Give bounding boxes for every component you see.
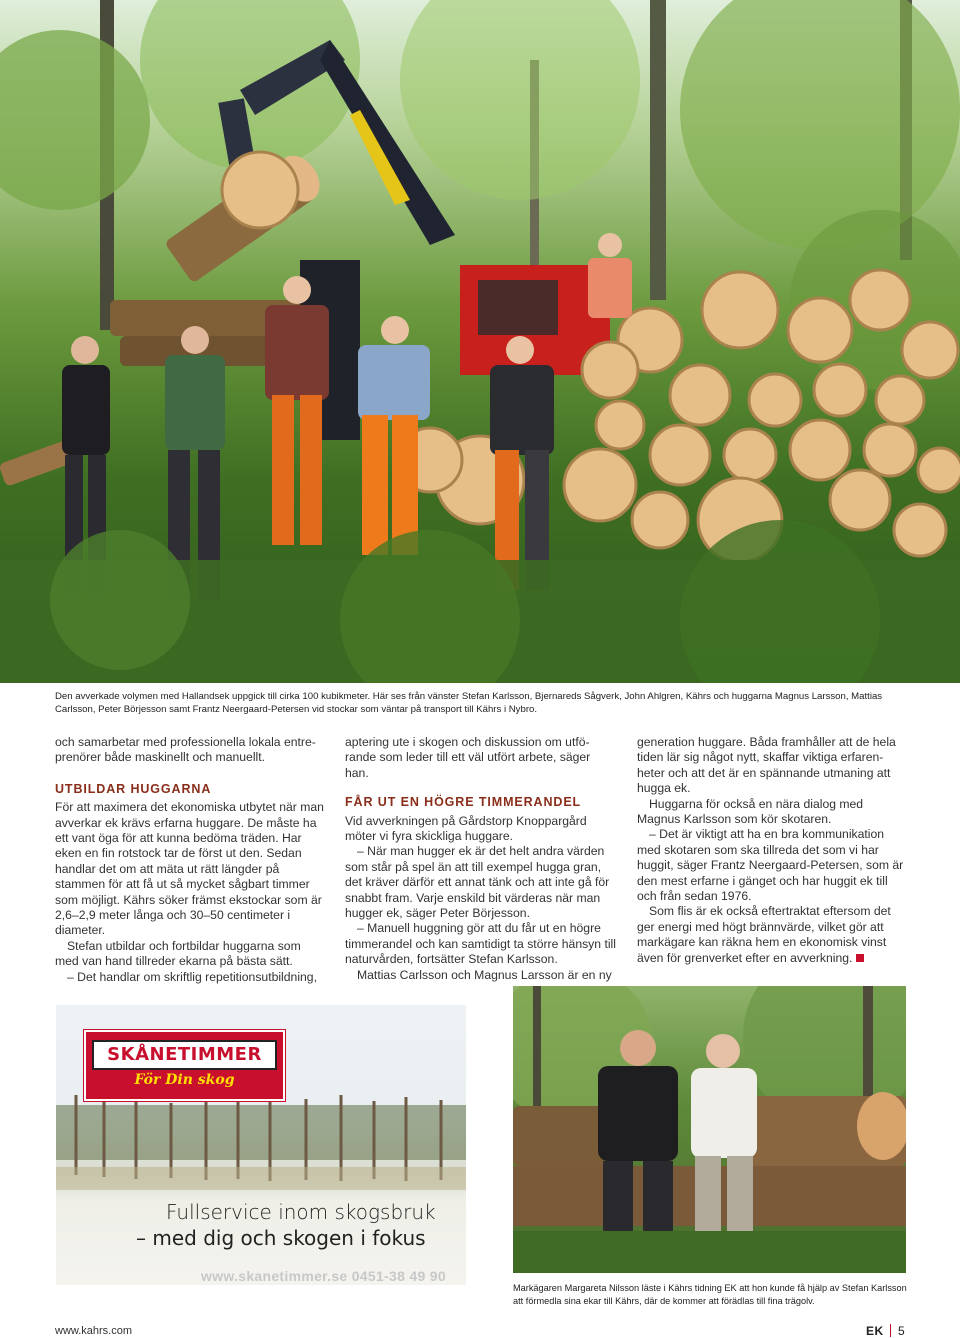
paragraph: Stefan utbildar och fortbildar huggarna som med van hand tillreder ekarna på bästa sätt. <box>55 938 301 969</box>
paragraph: och samarbetar med professionella lokala entre-prenörer både maskinellt och manuellt. <box>55 735 316 765</box>
paragraph: – Det är viktigt att ha en bra kommunikation med skotaren som ska tillreda det som vi har huggit, säger Frantz Neergaard-Petersen, som är den mest erfarne i gänget och har huggit ek till och från sedan 1976. <box>637 827 904 904</box>
section-heading: UTBILDAR HUGGARNA <box>55 781 212 796</box>
logo-brand-text: SKÅNETIMMER <box>92 1040 277 1070</box>
paragraph: Vid avverkningen på Gårdstorp Knoppargård möter vi fyra skickliga huggare. <box>345 813 587 844</box>
article-column-2 <box>345 735 617 983</box>
paragraph: Mattias Carlsson och Magnus Larsson är en ny <box>357 967 612 982</box>
page-number: 5 <box>898 1324 905 1338</box>
paragraph: – När man hugger ek är det helt andra värden som står på spel än att till exempel hugga gran, det kräver därför ett annat tänk och att inte gå för snabbt fram. Varje enskild bit värderas när man hugger ek, säger Peter Börjesson. <box>345 844 610 921</box>
skanetimmer-logo <box>84 1030 285 1101</box>
landowner-photo <box>513 986 906 1273</box>
footer-magazine-name: EK <box>866 1324 884 1338</box>
article-column-3 <box>637 735 909 966</box>
article-column-1 <box>55 735 327 985</box>
ad-contact-link[interactable]: www.skanetimmer.se 0451-38 49 90 <box>201 1268 446 1284</box>
hero-caption: Den avverkade volymen med Hallandsek uppgick till cirka 100 kubikmeter. Här ses från vänster Stefan Karlsson, Bjernareds Sågverk, John Ahlgren, Kährs och huggarna Magnus Larsson, Mattias Carlsson, Peter Börjesson samt Frantz Neergaard-Petersen vid stockar som väntar på transport till Kährs i Nybro. <box>55 691 883 715</box>
ad-slogan-line-2: – med dig och skogen i fokus <box>136 1226 426 1250</box>
paragraph: aptering ute i skogen och diskussion om utfö-rande som leder till ett väl utfört arbete, säger han. <box>345 735 591 780</box>
paragraph: Huggarna för också en nära dialog med Magnus Karlsson som kör skotaren. <box>637 796 864 827</box>
end-mark-icon <box>856 954 864 962</box>
landowner-photo-illustration <box>513 986 906 1273</box>
paragraph: generation huggare. Båda framhåller att de hela tiden lär sig något nytt, skaffar viktiga erfaren-heter och att det är en spännande utmaning att hugga ek. <box>637 735 896 796</box>
footer-divider <box>890 1324 891 1337</box>
ad-slogan-line-1: Fullservice inom skogsbruk <box>166 1200 436 1224</box>
section-heading: FÅR UT EN HÖGRE TIMMERANDEL <box>345 795 582 810</box>
forest-illustration <box>56 1095 466 1190</box>
logo-tagline: För Din skog <box>134 1072 235 1088</box>
paragraph: Som flis är ek också eftertraktat eftersom det ger energi med högt brännvärde, vilket gör att markägare kan räkna hem en ekonomisk vinst även för grenverket efter en avverkning. <box>637 904 891 965</box>
advertisement[interactable] <box>56 1005 466 1285</box>
footer-website-link[interactable]: www.kahrs.com <box>55 1325 133 1337</box>
paragraph: – Manuell huggning gör att du får ut en högre timmerandel och kan samtidigt ta större hänsyn till naturvården, fortsätter Stefan Karlsson. <box>345 921 616 967</box>
paragraph: – Det handlar om skriftlig repetitionsutbildning, <box>67 969 317 984</box>
paragraph: För att maximera det ekonomiska utbytet när man avverkar ek krävs erfarna huggare. De måste ha ett vant öga för att kunna bedöma träden. Har eken en fin rotstock tar de först ut den. Sedan handlar det om att mäta ut rätt längder på stammen för att få ut så mycket sågbart timmer som möjligt. Kährs söker främst ekstockar som är 2,6–2,9 meter långa och 30–50 centimeter i diameter. <box>55 800 324 938</box>
landowner-caption: Markägaren Margareta Nilsson läste i Kährs tidning EK att hon kunde få hjälp av Stefan Karlsson att förmedla sina ekar till Kährs, där de kommer att förädlas till fina trägolv. <box>513 1283 907 1306</box>
